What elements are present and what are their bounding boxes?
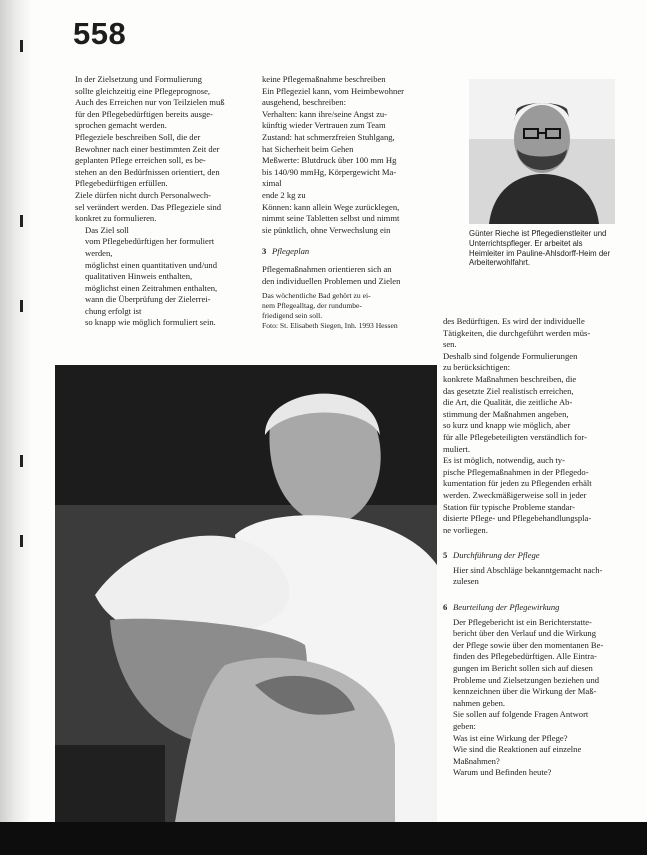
body-line: Verhalten: kann ihre/seine Angst zu- [262,108,388,119]
column-middle [262,74,439,331]
bullet-line: vom Pflegebedürftigen her formuliert [85,236,215,247]
portrait-image [469,79,615,224]
body-line: hat Sicherheit beim Gehen [262,143,354,154]
body-line: Pflegemaßnahmen orientieren sich an [262,263,392,274]
section-heading [443,602,615,614]
body-line: kumentation für jeden zu Pflegenden erhält [443,478,592,489]
question-line: Warum und Befinden heute? [453,767,552,778]
bottom-bar [0,822,647,855]
body-line: Es ist möglich, notwendig, auch ty- [443,455,565,466]
body-line: Meßwerte: Blutdruck über 100 mm Hg [262,155,397,166]
body-line: konkret zu formulieren. [75,213,157,224]
body-line: muliert. [443,443,470,454]
body-line: Können: kann allein Wege zurücklegen, [262,201,400,212]
column-left [75,74,248,329]
body-line: Deshalb sind folgende Formulierungen [443,350,578,361]
body-line: ausgehend, beschreiben: [262,97,346,108]
body-line: Station für typische Probleme standar- [443,501,576,512]
spine-mark [20,40,23,52]
bullet-line: chung erfolgt ist [85,305,142,316]
body-line: sie pünktlich, ohne Verwechslung ein [262,224,391,235]
body-line: In der Zielsetzung und Formulierung [75,74,202,84]
question-line: Maßnahmen? [453,755,500,766]
body-line: Ein Pflegeziel kann, vom Heimbewohner [262,85,404,96]
column-right [443,316,615,779]
body-line: stimmung der Maßnahmen angeben, [443,408,569,419]
section-title: Beurteilung der Pflegewirkung [453,602,560,613]
spine-mark [20,215,23,227]
body-line: die Art, die Qualität, die zeitliche Ab- [443,397,573,408]
body-line: Sie sollen auf folgende Fragen Antwort [453,709,589,720]
list-intro: Das Ziel soll [85,224,129,235]
body-line: zulesen [453,576,479,587]
bullet-line: werden, [85,247,113,258]
body-line: ende 2 kg zu [262,189,306,200]
body-line: konkrete Maßnahmen beschreiben, die [443,373,577,384]
body-line: geben: [453,721,476,731]
page-number: 558 [73,16,127,51]
body-line: der Pflege sowie über den momentanen Be- [453,639,604,650]
body-line: ximal [262,178,282,189]
body-line: sel verändert werden. Das Pflegeziele sind [75,201,222,212]
body-line: Pflegeziele beschreiben Soll, die der [75,131,201,142]
bullet-line: möglichst einen Zeitrahmen enthalten, [85,282,218,293]
body-line: des Bedürftigen. Es wird der individuelle [443,316,585,326]
section-number: 5 [443,550,448,561]
body-line: sen. [443,339,457,350]
body-line: Bewohner nach einer bestimmten Zeit der [75,143,220,154]
body-line: Auch des Erreichen nur von Teilzielen muß [75,97,225,108]
section-heading [443,550,615,562]
photo-image [55,365,437,822]
photo-caption-line: Foto: St. Elisabeth Siegen, Inh. 1993 Hessen [262,321,398,331]
body-line: sollte gleichzeitig eine Pflegeprognose, [75,85,211,96]
portrait-caption: Günter Rieche ist Pflegedienstleiter und Unterrichtspfleger. Er arbeitet als Heimleiter im Pauline-Ahlsdorff-Heim der Arbeiterwohlfahrt. [469,229,611,268]
body-line: künftig wieder Vertrauen zum Team [262,120,386,131]
bullet-line: wann die Überprüfung der Zielerrei- [85,294,211,305]
body-line: finden des Pflegebedürftigen. Alle Eintra- [453,651,597,662]
body-line: geplanten Pflege erreichen soll, es be- [75,155,206,166]
body-line: werden. Zweckmäßigerweise soll in jeder [443,489,587,500]
author-portrait [469,79,615,224]
body-line: disierte Pflege- und Pflegebehandlungspla- [443,513,592,524]
body-line: so kurz und knapp wie möglich, aber [443,420,571,431]
body-line: Pflegebedürftigen erfüllen. [75,178,168,189]
body-line: den individuellen Problemen und Zielen [262,275,401,286]
section-title: Durchführung der Pflege [453,550,540,561]
body-line: nahmen geben. [453,697,506,708]
question-line: Was ist eine Wirkung der Pflege? [453,732,568,743]
spacer [443,536,615,550]
page-spine [0,0,30,855]
body-line: ne vorliegen. [443,524,488,535]
body-line: Hier sind Abschläge bekanntgemacht nach- [453,564,603,575]
section-title: Pflegeplan [272,246,310,257]
body-line: Der Pflegebericht ist ein Berichterstatte- [453,616,592,627]
photo-caption-line: friedigend sein soll. [262,311,323,321]
section-number: 3 [262,246,267,257]
bullet-line: so knapp wie möglich formuliert sein. [85,317,216,328]
body-line: bis 140/90 mmHg, Körpergewicht Ma- [262,166,397,177]
body-line: Ziele dürfen nicht durch Personalwech- [75,189,212,200]
body-line: nimmt seine Tabletten selbst und nimmt [262,213,400,224]
spine-mark [20,300,23,312]
body-line: zu berücksichtigen: [443,362,511,373]
photo-caption-line: nem Pflegealltag, der rundumbe- [262,301,362,311]
bullet-line: qualitativen Hinweis enthalten, [85,271,193,282]
body-line: kennzeichnen über die Wirkung der Maß- [453,686,597,697]
spacer [443,588,615,602]
body-line: bericht über den Verlauf und die Wirkung [453,628,597,639]
body-line: für den Pflegebedürftigen bereits ausge- [75,108,213,119]
spine-mark [20,455,23,467]
body-line: keine Pflegemaßnahme beschreiben [262,74,386,84]
body-line: Tätigkeiten, die durchgeführt werden müs- [443,327,591,338]
spine-mark [20,535,23,547]
section-number: 6 [443,602,448,613]
body-line: Probleme und Zielsetzungen beziehen und [453,674,600,685]
bathing-photo [55,365,437,822]
body-line: pische Pflegemaßnahmen in der Pflegedo- [443,466,589,477]
section-heading [262,246,439,258]
body-line: Zustand: hat schmerzfreien Stuhlgang, [262,131,395,142]
photo-caption-line: Das wöchentliche Bad gehört zu ei- [262,291,371,301]
body-line: stehen an den Bedürfnissen orientiert, den [75,166,220,177]
spacer [262,236,439,246]
bullet-line: möglichst einen quantitativen und/und [85,259,217,270]
question-line: Wie sind die Reaktionen auf einzelne [453,744,582,755]
body-line: sprochen gemacht werden. [75,120,167,131]
body-line: für alle Pflegebeteiligten verständlich for- [443,431,587,442]
body-line: das gesetzte Ziel realistisch erreichen, [443,385,574,396]
body-line: gungen im Bericht sollen sich auf diesen [453,663,593,674]
